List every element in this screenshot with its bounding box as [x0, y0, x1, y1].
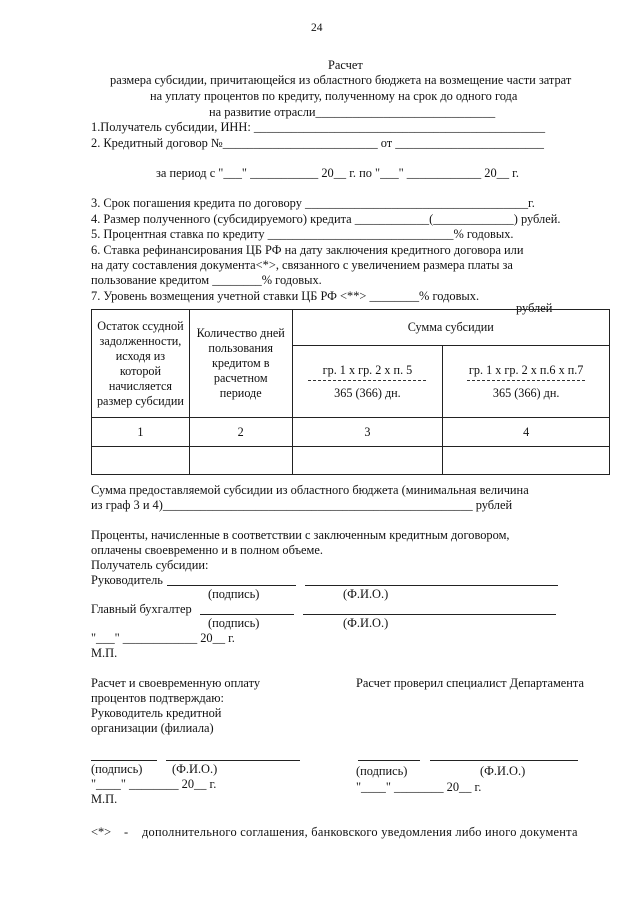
table-row: [92, 447, 610, 475]
recipient-label: Получатель субсидии:: [91, 558, 209, 572]
field-recipient-inn: 1.Получатель субсидии, ИНН: _______________________________________________: [91, 120, 546, 134]
header-formula-col3: $\frac{\text{гр. 1 х гр. 2 х п. 5}}{365 (366) дн.}$: [292, 346, 443, 418]
column-number: 2: [189, 418, 292, 447]
field-repayment-term: 3. Срок погашения кредита по договору ____________________________________г.: [91, 196, 535, 210]
department-sign-caption: (подпись): [356, 764, 408, 778]
field-credit-agreement: 2. Кредитный договор №_________________________ от ________________________: [91, 136, 544, 150]
head-name-line[interactable]: [305, 585, 558, 586]
header-subsidy-sum: Сумма субсидии: [292, 310, 609, 346]
accountant-fio-caption: (Ф.И.О.): [343, 616, 389, 630]
field-refinancing-rate-2: на дату составления документа<*>, связанного с увеличением размера платы за: [91, 258, 513, 272]
bank-confirm-line-4: организации (филиала): [91, 721, 214, 735]
field-refinancing-rate: 6. Ставка рефинансирования ЦБ РФ на дату заключения кредитного договора или: [91, 243, 524, 257]
bank-signature-line[interactable]: [91, 760, 157, 761]
page-number: 24: [311, 22, 323, 34]
accountant-name-line[interactable]: [303, 614, 556, 615]
footnote-dash: -: [124, 825, 129, 839]
title-line-2: размера субсидии, причитающейся из областного бюджета на возмещение части затрат: [110, 73, 572, 87]
column-number: 4: [443, 418, 610, 447]
footnote-mark: <*>: [91, 825, 112, 839]
accountant-signature-line[interactable]: [200, 614, 294, 615]
accountant-sign-caption: (подпись): [208, 616, 260, 630]
table-cell[interactable]: [92, 447, 190, 475]
header-credit-days: Количество дней пользования кредитом в расчетном периоде: [189, 310, 292, 418]
field-credit-amount: 4. Размер полученного (субсидируемого) кредита ____________(_____________) рублей.: [91, 212, 561, 226]
confirmation-line-2: оплачены своевременно и в полном объеме.: [91, 543, 323, 557]
bank-sign-caption: (подпись): [91, 762, 143, 776]
field-reimbursement-level: 7. Уровень возмещения учетной ставки ЦБ РФ <**> ________% годовых.: [91, 289, 480, 303]
table-cell[interactable]: [189, 447, 292, 475]
header-formula-col4: $\frac{\text{гр. 1 х гр. 2 х п.6 х п.7}}{365 (366) дн.}$: [443, 346, 610, 418]
column-number: 3: [292, 418, 443, 447]
table-unit: рублей: [516, 301, 553, 315]
bank-confirm-line-2: процентов подтверждаю:: [91, 691, 224, 705]
bank-confirm-line-3: Руководитель кредитной: [91, 706, 222, 720]
department-name-line[interactable]: [430, 760, 578, 761]
field-refinancing-rate-3: пользование кредитом ________% годовых.: [91, 273, 322, 287]
head-sign-caption: (подпись): [208, 587, 260, 601]
bank-name-line[interactable]: [166, 760, 300, 761]
column-number: 1: [92, 418, 190, 447]
table-cell[interactable]: [292, 447, 443, 475]
bank-confirm-line-1: Расчет и своевременную оплату: [91, 676, 261, 690]
department-label: Расчет проверил специалист Департамента: [356, 676, 584, 690]
confirmation-line-1: Проценты, начисленные в соответствии с заключенным кредитным договором,: [91, 528, 510, 542]
title-line-4: на развитие отрасли_____________________________: [209, 105, 496, 119]
subsidy-sum-line-1: Сумма предоставляемой субсидии из областного бюджета (минимальная величина: [91, 483, 529, 497]
table-cell[interactable]: [443, 447, 610, 475]
bank-stamp: М.П.: [91, 792, 118, 806]
field-period: за период с "___" ___________ 20__ г. по "___" ____________ 20__ г.: [156, 166, 519, 180]
document-title: Расчет: [328, 58, 363, 72]
table-row-numbers: [92, 418, 610, 447]
field-interest-rate: 5. Процентная ставка по кредиту ______________________________% годовых.: [91, 227, 514, 241]
head-label: Руководитель: [91, 573, 163, 587]
subsidy-table: [91, 309, 610, 475]
head-fio-caption: (Ф.И.О.): [343, 587, 389, 601]
footnote-text: дополнительного соглашения, банковского уведомления либо иного документа: [142, 825, 578, 839]
department-date: "____" ________ 20__ г.: [356, 780, 482, 794]
department-signature-line[interactable]: [358, 760, 420, 761]
recipient-stamp: М.П.: [91, 646, 118, 660]
header-loan-balance: Остаток ссудной задолженности, исходя из которой начисляется размер субсидии: [92, 310, 190, 418]
head-signature-line[interactable]: [167, 585, 296, 586]
bank-date: "____" ________ 20__ г.: [91, 777, 217, 791]
subsidy-sum-line-2: из граф 3 и 4)__________________________________________________ рублей: [91, 498, 513, 512]
bank-fio-caption: (Ф.И.О.): [172, 762, 218, 776]
department-fio-caption: (Ф.И.О.): [480, 764, 526, 778]
recipient-date: "___" ____________ 20__ г.: [91, 631, 235, 645]
title-line-3: на уплату процентов по кредиту, полученному на срок до одного года: [150, 89, 518, 103]
accountant-label: Главный бухгалтер: [91, 602, 192, 616]
